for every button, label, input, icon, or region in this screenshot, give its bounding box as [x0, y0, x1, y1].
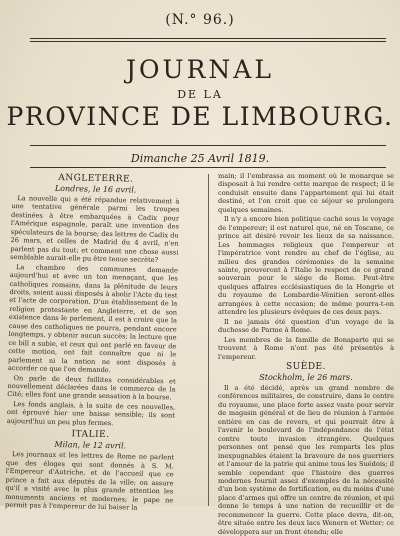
- article-paragraph: main; il l'embrassa au moment où le monarque se disposait à lui rendre cette marque de respect; il le conduisit ensuite dans l'appartement qui lui était destiné, et l'on croit que ce séjour se prolongera quelques semaines.: [218, 172, 394, 214]
- dateline-rule: [30, 167, 386, 168]
- dateline-stockholm: Stockholm, le 26 mars.: [259, 372, 353, 382]
- masthead-rule-bottom: [30, 145, 386, 146]
- issue-dateline: Dimanche 25 Avril 1819.: [130, 152, 270, 165]
- article-paragraph: Il ne jamais été question d'un voyage de la duchesse de Parme à Rome.: [218, 317, 394, 335]
- article-paragraph: Les membres de la famille de Bonaparte qui se trouvent à Rome n'ont pas été présentés à l'empereur.: [218, 335, 394, 361]
- article-paragraph: La chambre des communes demande aujourd'hui et avec un ton menaçant, que les catholiques romains, dans la plénitude de leurs droits, soient aussi disposés à abolir l'Acte du test et l'acte de corporation. D'un établissement de la religion protestante en Angleterre, et de son existence dans le parlement, il est à croire que la cause des catholiques ne pourra, pendant encore longtemps, y obtenir aucun succès; la lecture que ce bill a subie, et ceux qui ont parlé en faveur de cette motion, ont fait connaître que ni le parlement ni la nation ne sont disposés à accorder ce que l'on demande.: [7, 262, 179, 375]
- section-heading-italie: ITALIE.: [71, 429, 110, 441]
- dateline-milan: Milan, le 12 avril.: [54, 440, 127, 451]
- masthead-rule-top-inner: [30, 41, 386, 42]
- section-heading-angleterre: ANGLETERRE.: [58, 172, 134, 185]
- masthead-rule-top: [30, 38, 386, 39]
- article-paragraph: Il n'y a encore bien politique caché sous le voyage de l'empereur; il est naturel que, né en Toscane, ce prince ait désiré revoir les lieux de sa naissance. Les hommages religieux que l'empereur et l'impératrice vont rendre au chef de l'église, au milieu des grandes cérémonies de la semaine sainte, prouveront à l'Italie le respect de ce grand souverain pour le siège de Rome. Peut-être quelques affaires ecclésiastiques de la Hongrie et du royaume de Lombardie-Vénitien seront-elles arrangées à cette occasion; de même pourra-t-on attendre les plusieurs évêques de ces deux pays.: [218, 215, 394, 317]
- column-divider: [208, 174, 209, 506]
- masthead-title-de-la: DE LA: [177, 88, 223, 101]
- masthead-title-province: PROVINCE DE LIMBOURG.: [6, 102, 394, 131]
- section-heading-suede: SUÈDE.: [286, 361, 326, 372]
- issue-number: (N.° 96.): [165, 12, 235, 28]
- masthead-title-journal: JOURNAL: [126, 55, 274, 84]
- article-paragraph: On parle de deux faillites considérables et nouvellement déclarées dans le commerce de la Cité; elles font une grande sensation à la bourse.: [7, 373, 176, 402]
- article-paragraph: La nouvelle qui a été répandue relativement à une tentative générale parmi les troupes destinées à être embarquées à Cadix pour l'Amérique espagnole, paraît une invention des spéculateurs de la bourse; des lettres de Cadix du 26 mars, et celles de Madrid du 4 avril, n'en parlent pas du tout; et comment une chose aussi semblable aurait-elle pu être tenue secrète?: [10, 194, 180, 265]
- article-paragraph: Les journaux et les lettres de Rome ne parlent que des éloges qui sont donnés à S. M. l'Empereur d'Autriche, et de l'accueil que ce prince a fait aux députés de la ville; on assure qu'il a visité avec la plus grande attention les monuments anciens et modernes; le pape ne permit pas à l'empereur de lui baiser la: [4, 450, 175, 512]
- article-paragraph: Les fonds anglais, à la suite de ces nouvelles, ont éprouvé hier une baisse sensible; ils sont aujourd'hui un peu plus fermes.: [6, 399, 176, 427]
- article-paragraph: Il a été décidé, après un grand nombre de conférences militaires, de construire, dans le centre du royaume, une place forte assez vaste pour servir de magasin général et de lieu de réunion à l'armée entière en cas de revers, et qui pourrait être à l'avenir le boulevard de l'indépendance de l'état contre toute invasion étrangère. Quelques personnes ont pensé que les remparts les plus inexpugnables étaient la bravoure de nos guerriers et l'amour de la patrie qui anime tous les Suédois; il semble cependant que l'histoire des guerres modernes fournit assez d'exemples de la nécessité d'un bon système de fortification, ou du moins d'une place d'armes qui offre un centre de réunion, et qui donne le temps à une nation de recueillir et de recommencer la guerre. Cette place devra, dit-on, être située entre les deux lacs Wenern et Wetter; ce développera sur un front étendu; elle: [218, 383, 394, 536]
- left-column: [4, 172, 180, 512]
- right-column: [218, 172, 394, 536]
- dateline-londres: Londres, le 16 avril.: [54, 183, 137, 195]
